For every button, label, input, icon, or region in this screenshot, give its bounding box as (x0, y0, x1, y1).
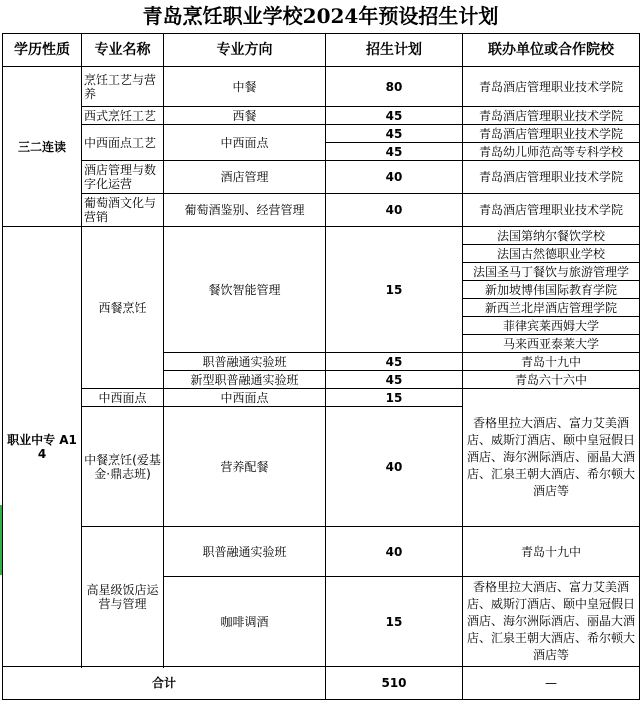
type-zhongzhuan: 职业中专 A14 (3, 227, 82, 667)
direction-cell: 餐饮智能管理 (164, 227, 326, 353)
direction-cell: 咖啡调酒 (164, 577, 326, 667)
partner-cell: 青岛酒店管理职业技术学院 (463, 194, 640, 227)
plan-cell: 45 (326, 353, 463, 371)
partner-cell: 青岛酒店管理职业技术学院 (463, 161, 640, 194)
table-row (3, 107, 640, 125)
total-label: 合计 (3, 667, 326, 700)
partner-cell: 香格里拉大酒店、富力艾美酒店、威斯汀酒店、颐中皇冠假日酒店、海尔洲际酒店、丽晶大酒店、汇泉王朝大酒店、希尔顿大酒店等 (463, 577, 640, 667)
plan-cell: 45 (326, 107, 463, 125)
plan-cell: 40 (326, 194, 463, 227)
header-type: 学历性质 (3, 34, 82, 67)
table-row (3, 227, 640, 245)
header-major: 专业名称 (82, 34, 164, 67)
enrollment-table (2, 33, 640, 700)
direction-cell: 中西面点 (164, 389, 326, 407)
major-cell: 高星级饭店运营与管理 (82, 527, 164, 667)
header-direction: 专业方向 (164, 34, 326, 67)
partner-cell: 青岛六十六中 (463, 371, 640, 389)
plan-cell: 45 (326, 371, 463, 389)
edge-marker (0, 505, 2, 575)
plan-cell: 15 (326, 389, 463, 407)
partner-cell: 法国古然德职业学校 (463, 245, 640, 263)
partner-cell: 法国第纳尔餐饮学校 (463, 227, 640, 245)
plan-cell: 15 (326, 227, 463, 353)
partner-cell: 青岛幼儿师范高等专科学校 (463, 143, 640, 161)
major-cell: 葡萄酒文化与营销 (82, 194, 164, 227)
page-title: 青岛烹饪职业学校2024年预设招生计划 (142, 4, 499, 28)
plan-cell: 40 (326, 161, 463, 194)
partner-cell: 菲律宾莱西姆大学 (463, 317, 640, 335)
direction-cell: 新型职普融通实验班 (164, 371, 326, 389)
major-cell: 中西面点工艺 (82, 125, 164, 161)
plan-cell: 45 (326, 143, 463, 161)
partner-cell: 新西兰北岸酒店管理学院 (463, 299, 640, 317)
table-row (3, 389, 640, 407)
direction-cell: 中西面点 (164, 125, 326, 161)
major-cell: 西式烹饪工艺 (82, 107, 164, 125)
plan-cell: 40 (326, 407, 463, 527)
major-cell: 酒店管理与数字化运营 (82, 161, 164, 194)
direction-cell: 营养配餐 (164, 407, 326, 527)
table-row (3, 527, 640, 577)
major-cell: 烹饪工艺与营养 (82, 67, 164, 107)
partner-cell: 新加坡博伟国际教育学院 (463, 281, 640, 299)
partner-cell: 青岛十九中 (463, 527, 640, 577)
table-row (3, 161, 640, 194)
plan-cell: 80 (326, 67, 463, 107)
header-partner: 联办单位或合作院校 (463, 34, 640, 67)
partner-cell: 香格里拉大酒店、富力艾美酒店、威斯汀酒店、颐中皇冠假日酒店、海尔洲际酒店、丽晶大酒店、汇泉王朝大酒店、希尔顿大酒店等 (463, 389, 640, 527)
plan-cell: 45 (326, 125, 463, 143)
partner-cell: 青岛十九中 (463, 353, 640, 371)
direction-cell: 职普融通实验班 (164, 353, 326, 371)
total-row (3, 667, 640, 700)
partner-cell: 青岛酒店管理职业技术学院 (463, 107, 640, 125)
partner-cell: 青岛酒店管理职业技术学院 (463, 125, 640, 143)
direction-cell: 职普融通实验班 (164, 527, 326, 577)
direction-cell: 葡萄酒鉴别、经营管理 (164, 194, 326, 227)
plan-cell: 15 (326, 577, 463, 667)
header-plan: 招生计划 (326, 34, 463, 67)
major-cell: 中餐烹饪(爱基金·鼎志班) (82, 407, 164, 527)
header-row (3, 34, 640, 67)
direction-cell: 酒店管理 (164, 161, 326, 194)
type-sanerlj: 三二连读 (3, 67, 82, 227)
total-plan: 510 (326, 667, 463, 700)
table-row (3, 67, 640, 107)
table-row (3, 194, 640, 227)
plan-cell: 40 (326, 527, 463, 577)
major-cell: 西餐烹饪 (82, 227, 164, 389)
partner-cell: 法国圣马丁餐饮与旅游管理学 (463, 263, 640, 281)
major-cell: 中西面点 (82, 389, 164, 407)
direction-cell: 西餐 (164, 107, 326, 125)
partner-cell: 青岛酒店管理职业技术学院 (463, 67, 640, 107)
partner-cell: 马来西亚泰莱大学 (463, 335, 640, 353)
direction-cell: 中餐 (164, 67, 326, 107)
total-partner: — (463, 667, 640, 700)
table-row (3, 125, 640, 143)
